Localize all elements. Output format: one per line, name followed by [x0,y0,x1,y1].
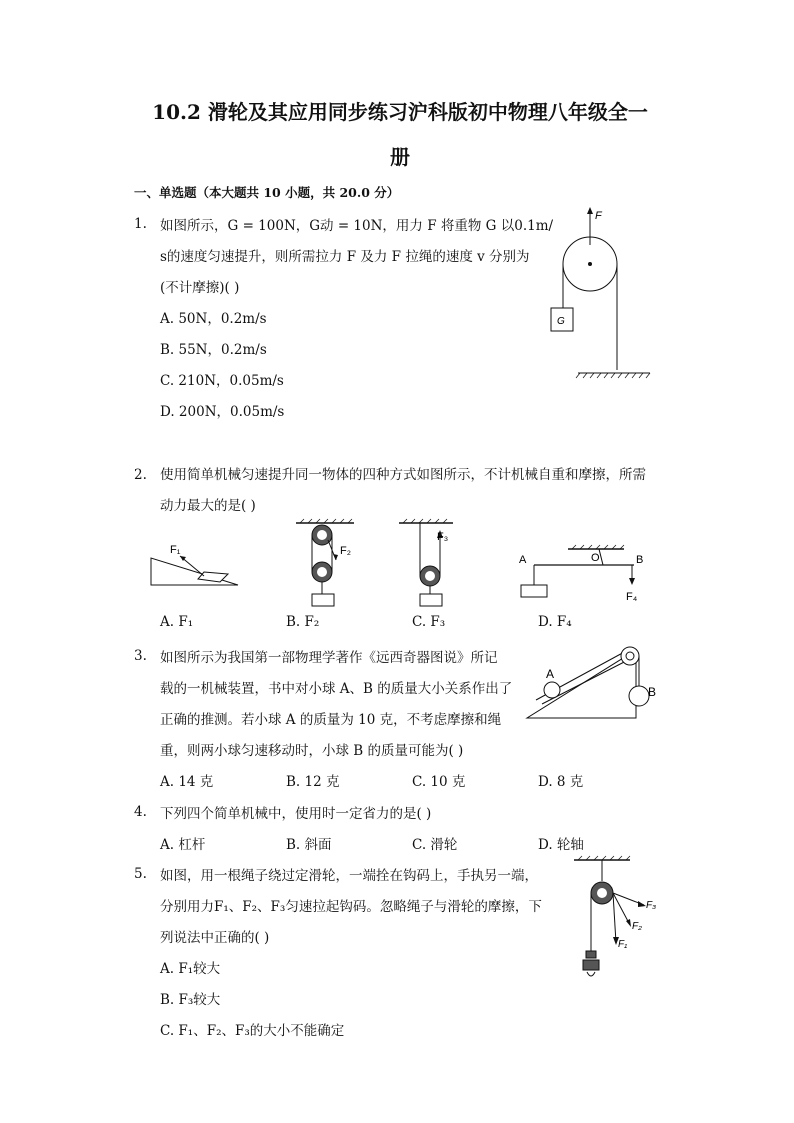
question-text: 分别用力F₁、F₂、F₃匀速拉起钩码。忽略绳子与滑轮的摩擦，下 [160,899,542,915]
option-d: D. 轮轴 [538,837,584,853]
point-b-label: B [636,554,644,566]
force-label: F [595,210,602,222]
force-f3-label: F₃ [646,900,657,911]
point-o-label: O [591,552,600,564]
option-d: D. 200N，0.05m/s [160,404,285,420]
option-d: D. 8 克 [538,774,584,790]
figure-q2-incline [148,540,243,590]
section-heading: 一、单选题（本大题共 10 小题，共 20.0 分） [134,185,400,200]
option-a: A. F₁ [160,614,194,630]
doc-title-line1: 10.2 滑轮及其应用同步练习沪科版初中物理八年级全一 [152,100,648,124]
option-a: A. 杠杆 [160,837,206,853]
question-text: 列说法中正确的( ) [160,930,270,946]
figure-q3-incline [524,640,664,722]
doc-title-line2: 册 [390,145,410,169]
question-text: (不计摩擦)( ) [160,280,240,296]
option-b: B. 斜面 [286,837,332,853]
option-a: A. F₁较大 [160,961,221,977]
option-b: B. F₃较大 [160,992,221,1008]
option-b: B. F₂ [286,614,320,630]
question-text: 正确的推测。若小球 A 的质量为 10 克，不考虑摩擦和绳 [160,712,502,728]
question-text: 动力最大的是( ) [160,498,256,514]
question-number: 1. [134,216,147,232]
force-f2-label: F₂ [340,545,351,557]
force-f1-label: F₁ [170,544,181,556]
question-number: 2. [134,467,147,483]
force-f4-label: F₄ [626,591,638,603]
option-c: C. F₃ [412,614,446,630]
option-c: C. 210N，0.05m/s [160,373,284,389]
figure-q2-movable-pulley [395,518,465,610]
pulley-figure-q1 [540,205,680,380]
force-f2-label: F₂ [632,921,642,932]
question-number: 5. [134,866,147,882]
question-text: 如图所示，G = 100N，G动 = 10N，用力 F 将重物 G 以0.1m/ [160,218,554,234]
ball-b-label: B [648,685,657,699]
point-a-label: A [519,554,527,566]
force-f1-label: F₁ [618,939,628,950]
option-a: A. 14 克 [160,774,214,790]
question-text: 如图所示为我国第一部物理学著作《远西奇器图说》所记 [160,650,498,666]
question-text: 重，则两小球匀速移动时，小球 B 的质量可能为( ) [160,743,464,759]
figure-q2-lever [516,545,656,607]
question-number: 4. [134,804,147,820]
ball-a-label: A [546,667,555,681]
question-text: 如图，用一根绳子绕过定滑轮，一端拴在钩码上，手执另一端， [160,868,538,884]
weight-label: G [557,316,565,327]
figure-q2-pulley-block [292,518,362,610]
force-f3-label: F₃ [437,531,449,543]
question-text: s的速度匀速提升，则所需拉力 F 及力 F 拉绳的速度 v 分别为 [160,249,530,265]
option-d: D. F₄ [538,614,572,630]
option-a: A. 50N，0.2m/s [160,311,267,327]
question-number: 3. [134,648,147,664]
question-text: 载的一机械装置，书中对小球 A、B 的质量大小关系作出了 [160,681,513,697]
figure-q5-fixed-pulley [566,855,666,985]
option-b: B. 55N，0.2m/s [160,342,267,358]
option-b: B. 12 克 [286,774,340,790]
question-text: 使用简单机械匀速提升同一物体的四种方式如图所示，不计机械自重和摩擦，所需 [160,467,646,483]
option-c: C. 10 克 [412,774,466,790]
question-text: 下列四个简单机械中，使用时一定省力的是( ) [160,806,432,822]
option-c: C. F₁、F₂、F₃的大小不能确定 [160,1023,345,1039]
option-c: C. 滑轮 [412,837,458,853]
